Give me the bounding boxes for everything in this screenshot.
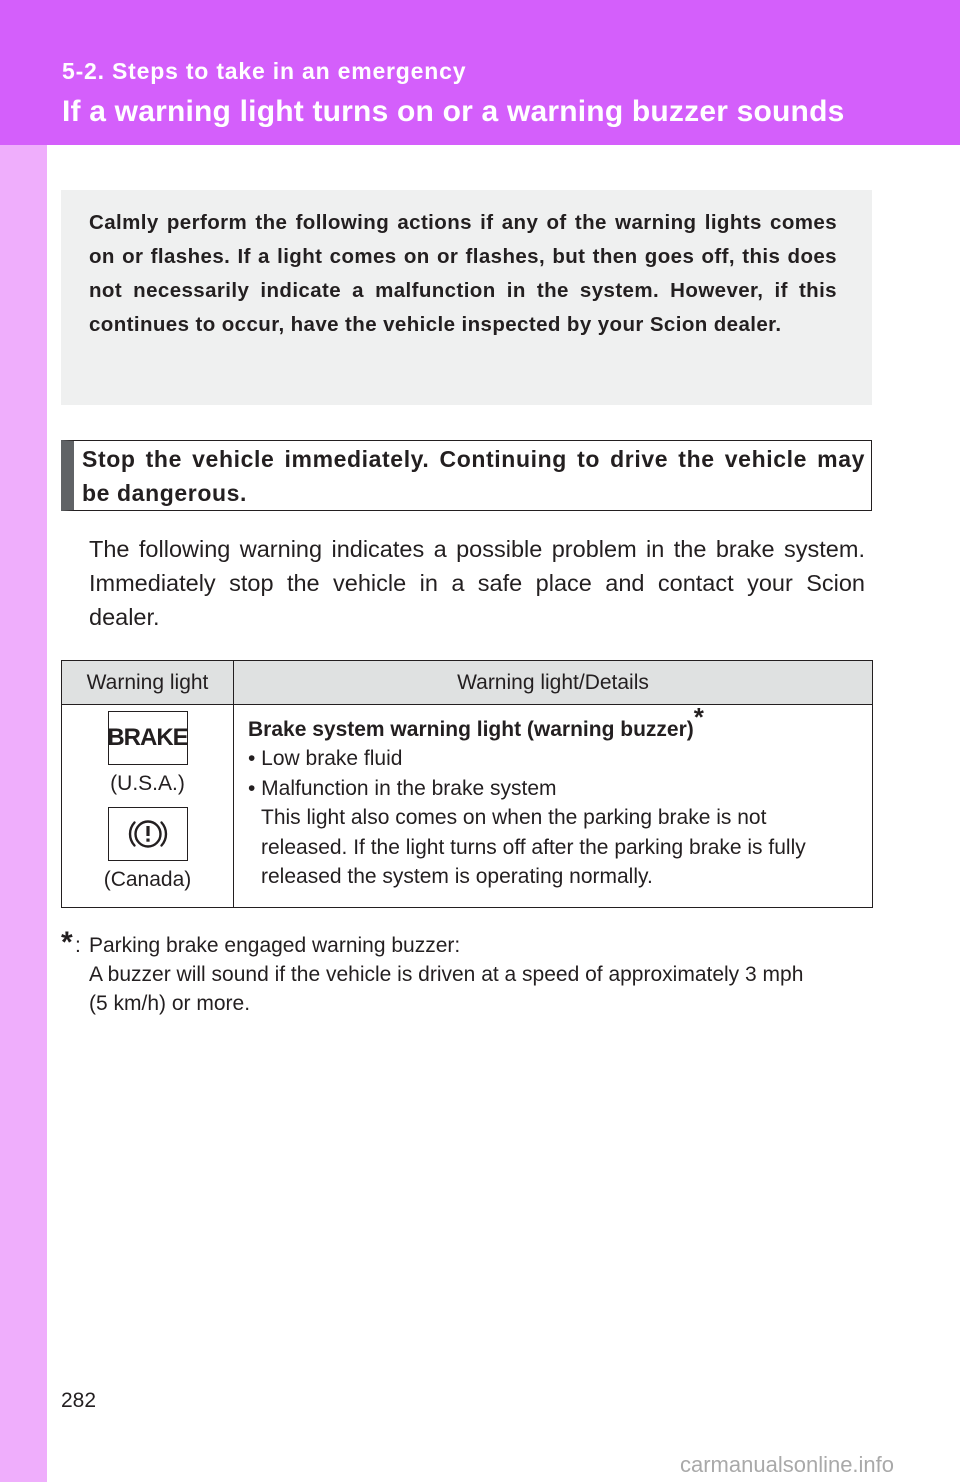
- section-label: 5-2. Steps to take in an emergency: [62, 58, 467, 84]
- details-note-line: released the system is operating normally.: [261, 865, 653, 888]
- footnote-mark: *: [61, 926, 73, 959]
- brake-circle-svg: [125, 815, 171, 853]
- table-row: [62, 705, 873, 908]
- side-band: [0, 145, 47, 1482]
- details-title: [248, 702, 862, 744]
- header-band: [0, 0, 960, 145]
- table-header-row: [62, 661, 873, 705]
- brake-warning-circle-icon: [108, 807, 188, 861]
- footnote-colon: :: [75, 934, 81, 957]
- details-title-mark: *: [693, 702, 704, 732]
- details-item: • Low brake fluid: [248, 747, 403, 770]
- intro-text: Calmly perform the following actions if any of the warning lights comes on or flashes. If a light comes on or flashes, but then goes off, this does not necessarily indicate a malfunction in the system. However, if this continues to occur, have the vehicle inspected by your Scion dealer.: [89, 211, 837, 336]
- brake-icon-label: BRAKE: [107, 724, 188, 751]
- brake-text-icon: [108, 711, 188, 765]
- region-canada: (Canada): [103, 868, 192, 891]
- details-title-text: Brake system warning light (warning buzzer): [248, 718, 694, 741]
- body-text: The following warning indicates a possible problem in the brake system. Immediately stop the vehicle in a safe place and contact your Scion dealer.: [89, 536, 865, 630]
- region-usa: (U.S.A.): [110, 772, 185, 795]
- column-header-details: Warning light/Details: [234, 661, 873, 705]
- alert-text: Stop the vehicle immediately. Continuing to drive the vehicle may be dangerous.: [82, 446, 865, 506]
- column-header-warning-light: Warning light: [62, 661, 234, 705]
- footnote: [61, 928, 871, 1018]
- footnote-line: A buzzer will sound if the vehicle is driven at a speed of approximately 3 mph: [89, 963, 804, 986]
- footnote-body: [61, 928, 871, 1018]
- warning-light-cell: [62, 705, 234, 908]
- details-note-line: released. If the light turns off after the parking brake is fully: [261, 835, 806, 859]
- details-cell: [234, 702, 873, 908]
- warning-table: [61, 660, 873, 908]
- footnote-line: Parking brake engaged warning buzzer:: [89, 934, 461, 957]
- watermark: carmanualsonline.info: [680, 1452, 895, 1477]
- page-number: 282: [61, 1389, 97, 1412]
- alert-bar: [61, 440, 872, 511]
- details-note-line: This light also comes on when the parking brake is not: [261, 806, 767, 829]
- intro-box: [61, 190, 872, 405]
- details-item: • Malfunction in the brake system: [248, 776, 557, 800]
- footnote-line: (5 km/h) or more.: [89, 992, 251, 1015]
- page-title: If a warning light turns on or a warning buzzer sounds: [62, 95, 845, 128]
